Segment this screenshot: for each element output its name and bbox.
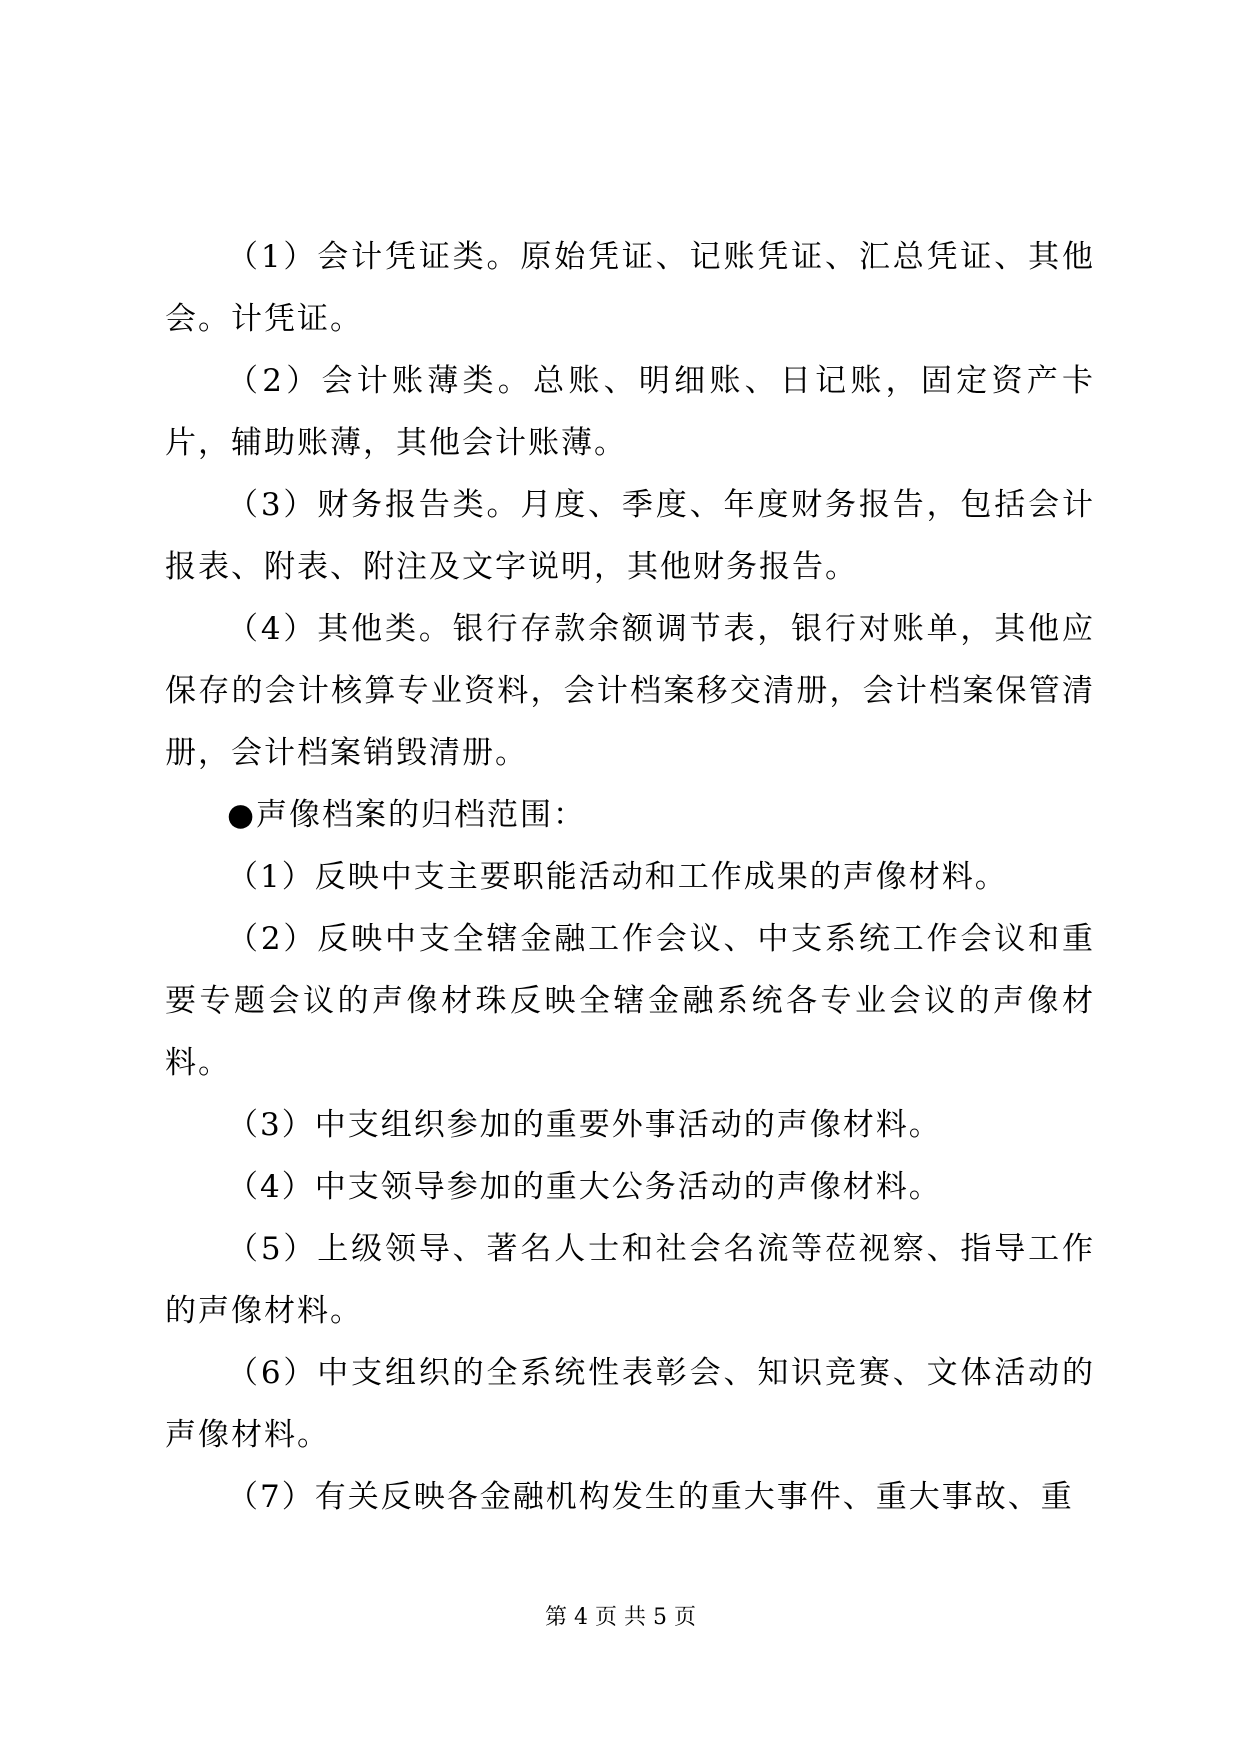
paragraph-av-item-2: （2）反映中支全辖金融工作会议、中支系统工作会议和重要专题会议的声像材珠反映全辖金融系统各专业会议的声像材料。 <box>165 921 1095 1081</box>
page-number: 第 4 页 共 5 页 <box>545 1605 696 1630</box>
paragraph-av-item-7: （7）有关反映各金融机构发生的重大事件、重大事故、重 <box>227 1479 1074 1515</box>
paragraph-av-item-4: （4）中支领导参加的重大公务活动的声像材料。 <box>227 1169 942 1205</box>
paragraph-av-item-5: （5）上级领导、著名人士和社会名流等莅视察、指导工作的声像材料。 <box>165 1231 1095 1329</box>
paragraph-av-item-1: （1）反映中支主要职能活动和工作成果的声像材料。 <box>227 859 1008 895</box>
paragraph-financial-reports: （3）财务报告类。月度、季度、年度财务报告，包括会计报表、附表、附注及文字说明，其他财务报告。 <box>165 487 1095 585</box>
document-body <box>165 226 1095 1528</box>
paragraph-accounting-books: （2）会计账薄类。总账、明细账、日记账，固定资产卡片，辅助账薄，其他会计账薄。 <box>165 363 1095 461</box>
page-footer <box>0 1600 1241 1631</box>
section-heading-audiovisual: ●声像档案的归档范围： <box>227 797 587 833</box>
paragraph-accounting-vouchers: （1）会计凭证类。原始凭证、记账凭证、汇总凭证、其他会。计凭证。 <box>165 239 1095 337</box>
paragraph-av-item-6: （6）中支组织的全系统性表彰会、知识竞赛、文体活动的声像材料。 <box>165 1355 1095 1453</box>
paragraph-av-item-3: （3）中支组织参加的重要外事活动的声像材料。 <box>227 1107 942 1143</box>
paragraph-other-accounting: （4）其他类。银行存款余额调节表，银行对账单，其他应保存的会计核算专业资料，会计档案移交清册，会计档案保管清册，会计档案销毁清册。 <box>165 611 1095 771</box>
